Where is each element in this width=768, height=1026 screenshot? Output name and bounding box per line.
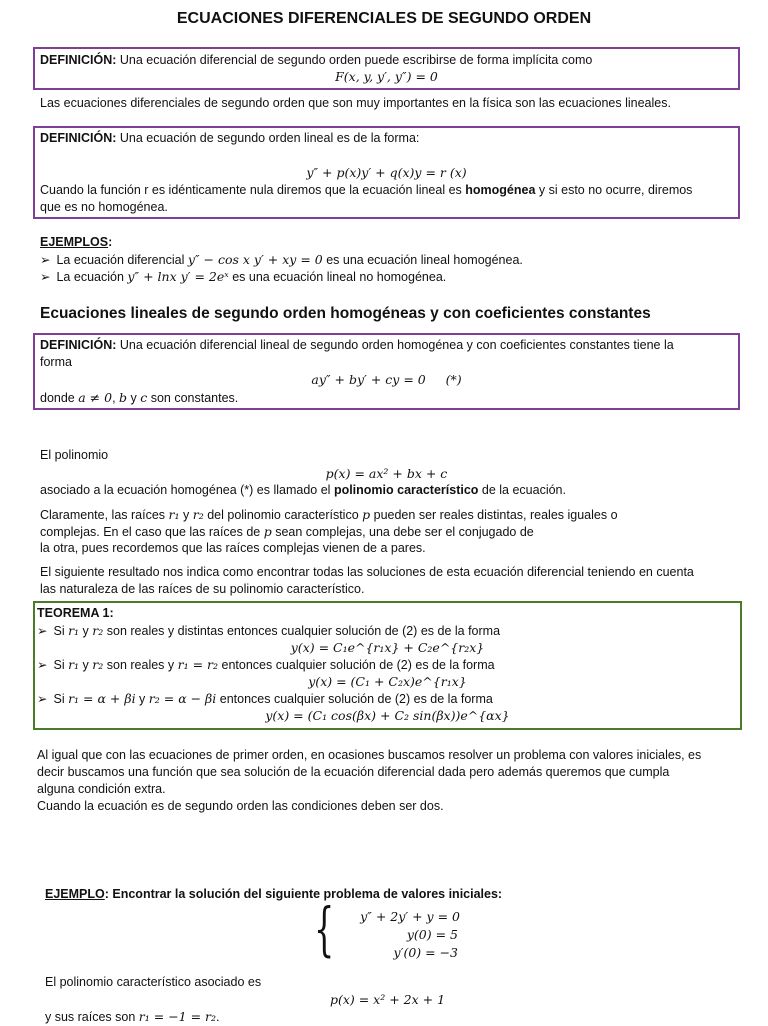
definition-3-donde: donde a ≠ 0, b y c son constantes. xyxy=(40,390,239,405)
definition-3-formula: ay″ + by′ + cy = 0 (*) xyxy=(311,372,462,387)
definition-3-text2: forma xyxy=(40,355,72,369)
paragraph-linear: Las ecuaciones diferenciales de segundo orden que son muy importantes en la física son las ecuaciones lineales. xyxy=(40,96,671,110)
arrow-bullet-icon: ➢ xyxy=(37,624,48,638)
theorem-formula-2: y(x) = (C₁ + C₂x)e^{r₁x} xyxy=(308,674,467,689)
examples-heading: EJEMPLOS: xyxy=(40,235,113,249)
definition-1-formula: F(x, y, y′, y″) = 0 xyxy=(335,69,438,84)
example-poly-intro: El polinomio característico asociado es xyxy=(45,975,262,989)
result-paragraph-line2: las naturaleza de las raíces de su polinomio característico. xyxy=(40,582,365,596)
poly-intro: El polinomio xyxy=(40,448,109,462)
initial-values-line3: alguna condición extra. xyxy=(37,782,166,796)
definition-1-text: DEFINICIÓN: Una ecuación diferencial de segundo orden puede escribirse de forma implícita como xyxy=(40,53,593,67)
initial-values-line4: Cuando la ecuación es de segundo orden las condiciones deben ser dos. xyxy=(37,799,444,813)
theorem-case-2: ➢ Si r₁ y r₂ son reales y r₁ = r₂ entonces cualquier solución de (2) es de la forma xyxy=(37,657,495,672)
section-heading: Ecuaciones lineales de segundo orden homogéneas y con coeficientes constantes xyxy=(40,305,651,322)
definition-2-line1: Cuando la función r es idénticamente nula diremos que la ecuación lineal es homogénea y si esto no ocurre, diremos xyxy=(40,183,693,197)
example-poly-formula: p(x) = x² + 2x + 1 xyxy=(329,992,446,1007)
ivp-equation-1: y″ + 2y′ + y = 0 xyxy=(360,909,460,924)
arrow-bullet-icon: ➢ xyxy=(40,253,51,267)
roots-paragraph-line1: Claramente, las raíces r₁ y r₂ del polinomio característico p pueden ser reales distintas, reales iguales o xyxy=(40,507,618,522)
definition-2-line2: que es no homogénea. xyxy=(40,200,168,214)
theorem-formula-1: y(x) = C₁e^{r₁x} + C₂e^{r₂x} xyxy=(290,640,485,655)
poly-formula: p(x) = ax² + bx + c xyxy=(325,466,448,481)
ivp-equation-3: y′(0) = −3 xyxy=(393,945,458,960)
result-paragraph-line1: El siguiente resultado nos indica como encontrar todas las soluciones de esta ecuación diferencial teniendo en cuenta xyxy=(40,565,694,579)
example-item-1: ➢ La ecuación diferencial y″ − cos x y′ + xy = 0 es una ecuación lineal homogénea. xyxy=(40,252,523,267)
poly-line: asociado a la ecuación homogénea (*) es llamado el polinomio característico de la ecuación. xyxy=(40,483,566,497)
theorem-case-1: ➢ Si r₁ y r₂ son reales y distintas entonces cualquier solución de (2) es de la forma xyxy=(37,623,501,638)
ivp-equation-2: y(0) = 5 xyxy=(406,927,458,942)
initial-values-line1: Al igual que con las ecuaciones de primer orden, en ocasiones buscamos resolver un problema con valores iniciales, es xyxy=(37,748,702,762)
arrow-bullet-icon: ➢ xyxy=(40,270,51,284)
left-brace-icon: { xyxy=(314,895,335,963)
definition-2-formula: y″ + p(x)y′ + q(x)y = r (x) xyxy=(306,165,467,180)
initial-values-line2: decir buscamos una función que sea solución de la ecuación diferencial dada pero además queremos que cumpla xyxy=(37,765,670,779)
theorem-case-3: ➢ Si r₁ = α + βi y r₂ = α − βi entonces cualquier solución de (2) es de la forma xyxy=(37,691,493,706)
theorem-label: TEOREMA 1: xyxy=(37,606,114,620)
arrow-bullet-icon: ➢ xyxy=(37,692,48,706)
example-roots: y sus raíces son r₁ = −1 = r₂. xyxy=(45,1009,220,1024)
arrow-bullet-icon: ➢ xyxy=(37,658,48,672)
roots-paragraph-line3: la otra, pues recordemos que las raíces complejas vienen de a pares. xyxy=(40,541,426,555)
page-title: ECUACIONES DIFERENCIALES DE SEGUNDO ORDEN xyxy=(176,10,592,27)
definition-2-text: DEFINICIÓN: Una ecuación de segundo orden lineal es de la forma: xyxy=(40,131,420,145)
definition-3-text: DEFINICIÓN: Una ecuación diferencial lineal de segundo orden homogénea y con coeficientes constantes tiene la xyxy=(40,338,674,352)
roots-paragraph-line2: complejas. En el caso que las raíces de p sean complejas, una debe ser el conjugado de xyxy=(40,524,534,539)
example-item-2: ➢ La ecuación y″ + lnx y′ = 2eˣ es una ecuación lineal no homogénea. xyxy=(40,269,447,284)
example-statement: EJEMPLO: Encontrar la solución del siguiente problema de valores iniciales: xyxy=(45,887,503,901)
theorem-formula-3: y(x) = (C₁ cos(βx) + C₂ sin(βx))e^{αx} xyxy=(265,708,510,723)
